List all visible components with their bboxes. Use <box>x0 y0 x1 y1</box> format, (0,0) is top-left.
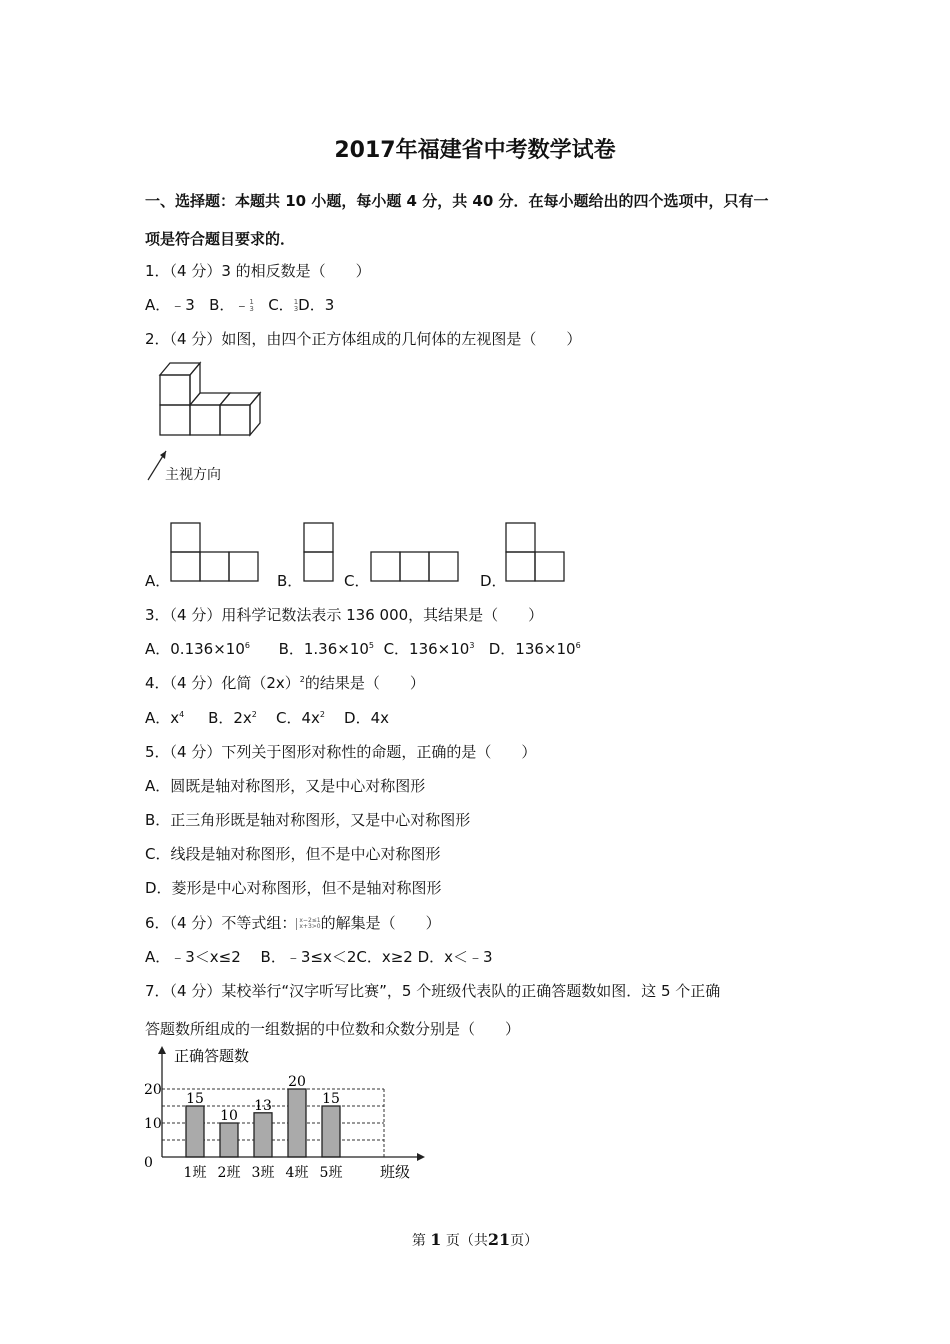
q2-stem: 2．（4 分）如图，由四个正方体组成的几何体的左视图是（ ） <box>145 330 582 348</box>
page-footer <box>0 1230 950 1250</box>
x-tick-label: 3班 <box>251 1165 275 1181</box>
q4-option-b-exponent: 2 <box>251 710 257 719</box>
q2-option-c-figure <box>368 549 463 583</box>
y-tick-label: 0 <box>144 1155 153 1171</box>
bar-data-label: 10 <box>220 1108 238 1124</box>
footer-middle: 页（共 <box>445 1233 488 1249</box>
q2-option-a-label: A． <box>145 572 171 590</box>
q2-option-b-label: B． <box>277 572 303 590</box>
q4-stem-a: 4．（4 分）化简（2x） <box>145 674 300 692</box>
frac-numerator: 1 <box>249 297 254 306</box>
inequality-bottom: x+3>0 <box>299 922 321 930</box>
x-tick-label: 4班 <box>285 1165 309 1181</box>
x-tick-label: 5班 <box>319 1165 343 1181</box>
q4-option-a: A．x <box>145 709 180 727</box>
q1-option-b-fraction <box>249 299 253 313</box>
q1-option-b: B．﹣ <box>209 296 250 314</box>
bar-data-label: 15 <box>186 1091 204 1107</box>
frac-denominator: 3 <box>249 304 254 313</box>
q4-option-d: D．4x <box>344 709 390 727</box>
q2-option-d-label: D． <box>480 572 507 590</box>
q3-option-b-exponent: 5 <box>368 641 375 650</box>
bar-5 <box>322 1106 340 1157</box>
x-tick-labels <box>184 1165 343 1181</box>
q6-options: A．﹣3＜x≤2 B．﹣3≤x＜2C．x≥2 D．x＜﹣3 <box>145 948 493 966</box>
x-tick-label: 1班 <box>183 1165 207 1181</box>
q4-stem-exponent: 2 <box>299 675 305 684</box>
page-title: 2017年福建省中考数学试卷 <box>334 138 616 163</box>
footer-prefix: 第 <box>411 1233 426 1249</box>
section-header-line2: 项是符合题目要求的． <box>145 230 296 248</box>
q3-option-c: C．136×10 <box>383 640 470 658</box>
q3-option-b: B．1.36×10 <box>278 640 369 658</box>
bar-data-label: 15 <box>322 1091 340 1107</box>
y-tick-label: 20 <box>144 1082 162 1098</box>
frac-denominator: 3 <box>293 304 299 313</box>
q6-stem <box>145 912 441 933</box>
bar-1 <box>186 1106 204 1157</box>
q3-option-c-exponent: 3 <box>469 641 475 650</box>
arrow-head-icon <box>160 451 166 459</box>
frac-numerator: 1 <box>293 297 299 306</box>
q4-stem <box>145 672 425 693</box>
q2-option-d-figure <box>503 520 569 584</box>
footer-page-number: 1 <box>430 1230 442 1249</box>
q3-option-d-exponent: 6 <box>575 641 581 650</box>
q6-inequality-system <box>296 918 320 930</box>
footer-suffix: 页） <box>510 1233 539 1249</box>
q1-option-a: A．﹣3 <box>145 296 195 314</box>
q3-option-a-exponent: 6 <box>244 641 250 650</box>
x-tick-label: 2班 <box>217 1165 241 1181</box>
q4-option-a-exponent: 4 <box>179 710 185 719</box>
q7-bar-chart <box>140 1040 430 1185</box>
q5-stem: 5．（4 分）下列关于图形对称性的命题，正确的是（ ） <box>145 743 537 761</box>
q4-option-b: B．2x <box>208 709 252 727</box>
q7-stem-line1: 7．（4 分）某校举行“汉字听写比赛”，5 个班级代表队的正确答题数如图．这 5 个正确 <box>145 982 721 1000</box>
q5-option-d: D．菱形是中心对称图形，但不是轴对称图形 <box>145 879 442 897</box>
bar-4 <box>288 1089 306 1157</box>
q3-options <box>145 638 581 659</box>
q5-option-c: C．线段是轴对称图形，但不是中心对称图形 <box>145 845 441 863</box>
q5-option-a: A．圆既是轴对称图形，又是中心对称图形 <box>145 777 426 795</box>
q3-stem: 3．（4 分）用科学记数法表示 136 000，其结果是（ ） <box>145 606 544 624</box>
q2-option-c-label: C． <box>344 572 370 590</box>
q3-option-a: A．0.136×10 <box>145 640 245 658</box>
x-axis-label: 班级 <box>380 1163 411 1181</box>
y-axis-arrow-icon <box>158 1046 166 1054</box>
q2-option-b-figure <box>301 520 337 584</box>
inequality-top: x−2≤1 <box>299 916 321 924</box>
q4-options <box>145 707 389 728</box>
section-header-line1: 一、选择题：本题共 10 小题，每小题 4 分，共 40 分．在每小题给出的四个选项中，只有一 <box>145 192 769 210</box>
q4-option-c: C．4x <box>275 709 320 727</box>
q3-option-d: D．136×10 <box>488 640 576 658</box>
q1-options <box>145 294 334 315</box>
footer-total-pages: 21 <box>487 1230 511 1249</box>
q6-stem-a: 6．（4 分）不等式组： <box>145 914 297 932</box>
bar-data-label: 20 <box>288 1074 306 1090</box>
bar-2 <box>220 1123 238 1157</box>
q4-option-c-exponent: 2 <box>319 710 325 719</box>
bar-data-label: 13 <box>254 1097 272 1114</box>
q1-stem: 1．（4 分）3 的相反数是（ ） <box>145 262 371 280</box>
y-axis-label: 正确答题数 <box>174 1047 250 1065</box>
q2-option-a-figure <box>168 520 263 584</box>
q1-option-d: D．3 <box>298 296 335 314</box>
q6-stem-b: 的解集是（ ） <box>320 914 441 932</box>
q4-stem-b: 的结果是（ ） <box>304 674 425 692</box>
q5-option-b: B．正三角形既是轴对称图形，又是中心对称图形 <box>145 811 471 829</box>
q7-stem-line2: 答题数所组成的一组数据的中位数和众数分别是（ ） <box>145 1020 521 1038</box>
q2-view-direction-label: 主视方向 <box>165 467 221 483</box>
x-axis-arrow-icon <box>417 1153 425 1161</box>
q1-option-c: C． <box>268 296 294 314</box>
bar-3 <box>254 1113 272 1157</box>
y-tick-label: 10 <box>144 1116 162 1132</box>
y-tick-labels <box>144 1082 162 1171</box>
